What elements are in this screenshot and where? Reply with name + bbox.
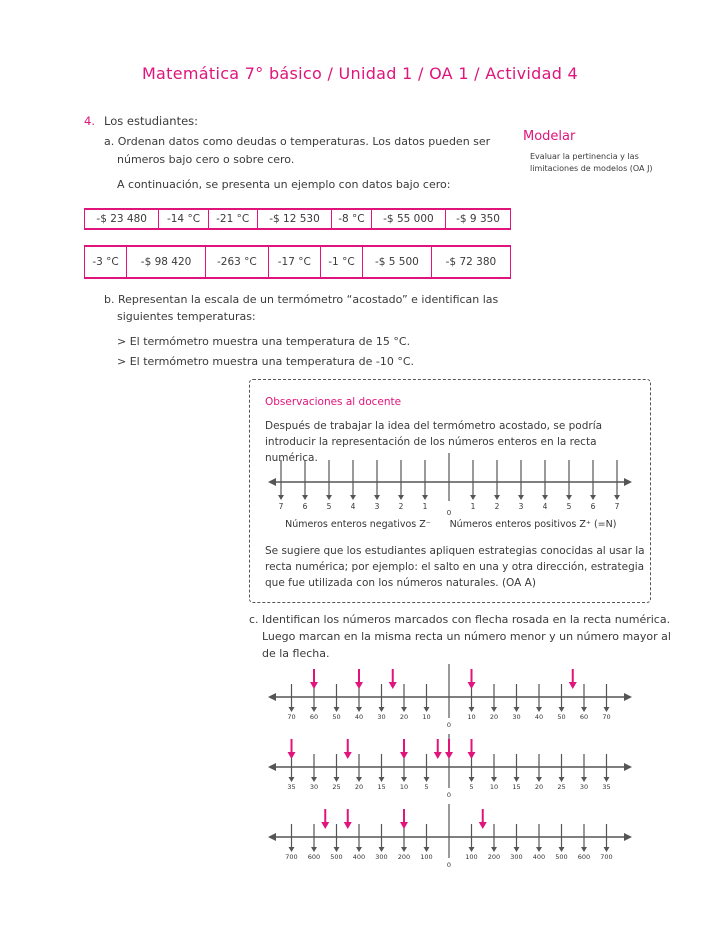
axis-arrow-left [268, 478, 276, 486]
tick-arrowhead [559, 707, 565, 712]
table-cell: -$ 23 480 [85, 209, 159, 229]
table-cell: -1 °C [320, 246, 362, 278]
tick-label-pos: 40 [534, 713, 544, 721]
tick-label-pos: 30 [579, 783, 589, 791]
part-a-line1: a. Ordenan datos como deudas o temperaturas. Los datos pueden ser [104, 135, 491, 148]
tick-arrowhead [469, 847, 475, 852]
part-c-line3: de la flecha. [262, 647, 330, 660]
table-cell: -$ 55 000 [371, 209, 445, 229]
tick-arrowhead [398, 495, 404, 500]
tick-label-pos: 6 [590, 502, 596, 511]
tick-arrowhead [289, 847, 295, 852]
exercise-number-lines [258, 660, 643, 870]
pink-arrow-head [344, 822, 352, 829]
tick-arrowhead [514, 707, 520, 712]
tick-label-neg: 1 [422, 502, 428, 511]
data-table-row1 [84, 208, 511, 230]
tick-arrowhead [422, 495, 428, 500]
tick-arrowhead [401, 777, 407, 782]
tick-label-neg: 20 [354, 783, 364, 791]
zero-label: 0 [446, 721, 452, 729]
tick-label-neg: 200 [397, 853, 411, 861]
tick-arrowhead [581, 707, 587, 712]
axis-arrow-right [624, 478, 632, 486]
tick-label-neg: 6 [302, 502, 308, 511]
axis-arrow-left [268, 693, 276, 701]
tick-arrowhead [518, 495, 524, 500]
pink-arrow-head [321, 822, 329, 829]
part-b-line2: siguientes temperaturas: [117, 310, 256, 323]
tick-label-neg: 50 [332, 713, 341, 721]
tick-label-neg: 400 [352, 853, 366, 861]
table-cell: -263 °C [206, 246, 269, 278]
axis-arrow-left [268, 763, 276, 771]
tick-label-pos: 300 [510, 853, 523, 861]
side-title: Modelar [523, 129, 576, 144]
pink-arrow-head [288, 752, 296, 759]
tick-arrowhead [311, 777, 317, 782]
part-b-bullet1: > El termómetro muestra una temperatura de 15 °C. [117, 335, 411, 348]
tick-arrowhead [542, 495, 548, 500]
pink-arrow-head [479, 822, 487, 829]
tick-arrowhead [604, 707, 610, 712]
item-intro: Los estudiantes: [104, 114, 199, 128]
tick-label-neg: 7 [278, 502, 284, 511]
tick-arrowhead [469, 777, 475, 782]
tick-arrowhead [379, 777, 385, 782]
tick-label-pos: 15 [512, 783, 521, 791]
tick-arrowhead [379, 847, 385, 852]
tick-label-pos: 30 [512, 713, 521, 721]
tick-label-pos: 50 [557, 713, 566, 721]
tick-arrowhead [289, 707, 295, 712]
axis-arrow-right [624, 693, 632, 701]
tick-arrowhead [469, 707, 475, 712]
tick-label-pos: 10 [489, 783, 499, 791]
tick-label-neg: 300 [375, 853, 388, 861]
tick-arrowhead [401, 707, 407, 712]
part-c-line2: Luego marcan en la misma recta un número menor y un número mayor al [262, 630, 671, 643]
tick-label-neg: 5 [424, 783, 429, 791]
axis-arrow-left [268, 833, 276, 841]
pink-arrow-head [355, 682, 363, 689]
page-title: Matemática 7° básico / Unidad 1 / OA 1 / Actividad 4 [141, 64, 579, 83]
tick-arrowhead [311, 847, 317, 852]
tick-label-pos: 100 [465, 853, 478, 861]
tick-arrowhead [311, 707, 317, 712]
pink-arrow-head [400, 752, 408, 759]
tick-arrowhead [470, 495, 476, 500]
tick-label-pos: 60 [579, 713, 589, 721]
tick-arrowhead [590, 495, 596, 500]
zero-label: 0 [446, 861, 452, 869]
tick-label-pos: 20 [489, 713, 499, 721]
tick-label-pos: 500 [555, 853, 568, 861]
tick-arrowhead [326, 495, 332, 500]
pink-arrow-head [400, 822, 408, 829]
tick-label-neg: 30 [309, 783, 319, 791]
tick-label-neg: 3 [374, 502, 380, 511]
part-c-line1: c. Identifican los números marcados con flecha rosada en la recta numérica. [249, 613, 671, 626]
tick-label-pos: 5 [566, 502, 572, 511]
pink-arrow-head [468, 752, 476, 759]
tick-label-pos: 1 [470, 502, 476, 511]
tick-arrowhead [494, 495, 500, 500]
tick-arrowhead [491, 777, 497, 782]
table-cell: -$ 5 500 [362, 246, 431, 278]
tick-label-neg: 100 [420, 853, 433, 861]
tick-arrowhead [379, 707, 385, 712]
axis-arrow-right [624, 833, 632, 841]
pink-arrow-head [468, 682, 476, 689]
teacher-notes-p1: Después de trabajar la idea del termómetro acostado, se podría introducir la representación de los números enteros en la recta numérica. [265, 420, 603, 464]
pink-arrow-head [389, 682, 397, 689]
tick-arrowhead [581, 847, 587, 852]
table-cell: -$ 9 350 [446, 209, 511, 229]
tick-label-pos: 600 [577, 853, 591, 861]
tick-arrowhead [614, 495, 620, 500]
part-a-line2: números bajo cero o sobre cero. [117, 153, 295, 166]
tick-label-pos: 400 [532, 853, 546, 861]
table-cell: -17 °C [268, 246, 320, 278]
tick-label-pos: 35 [602, 783, 611, 791]
tick-arrowhead [581, 777, 587, 782]
tick-label-neg: 600 [307, 853, 321, 861]
tick-arrowhead [424, 847, 430, 852]
tick-label-neg: 15 [377, 783, 386, 791]
tick-arrowhead [334, 847, 340, 852]
table-cell: -14 °C [159, 209, 208, 229]
teacher-notes-p2: Se sugiere que los estudiantes apliquen estrategias conocidas al usar la recta numérica; por ejemplo: el salto en una y otra dirección, estrategia que fue utilizada con los números naturales. (OA A) [265, 545, 645, 589]
tick-label-neg: 20 [399, 713, 409, 721]
tick-arrowhead [302, 495, 308, 500]
tick-arrowhead [491, 847, 497, 852]
side-text: Evaluar la pertinencia y las limitaciones de modelos (OA J) [530, 152, 653, 173]
tick-label-pos: 20 [534, 783, 544, 791]
tick-label-neg: 700 [285, 853, 298, 861]
neg-caption: Números enteros negativos Z⁻ [285, 519, 431, 530]
tick-arrowhead [514, 777, 520, 782]
tick-arrowhead [401, 847, 407, 852]
part-b-line1: b. Representan la escala de un termómetro “acostado” e identifican las [104, 293, 499, 306]
tick-arrowhead [566, 495, 572, 500]
tick-label-pos: 2 [494, 502, 500, 511]
pink-arrow-head [434, 752, 442, 759]
tick-label-neg: 500 [330, 853, 343, 861]
tick-arrowhead [536, 777, 542, 782]
tick-arrowhead [536, 847, 542, 852]
teacher-notes-title: Observaciones al docente [265, 396, 402, 408]
tick-label-neg: 10 [399, 783, 409, 791]
tick-label-pos: 200 [487, 853, 501, 861]
tick-arrowhead [356, 847, 362, 852]
pink-arrow-head [310, 682, 318, 689]
item-number: 4. [84, 114, 95, 128]
tick-arrowhead [491, 707, 497, 712]
tick-arrowhead [278, 495, 284, 500]
data-table-row2 [84, 245, 511, 279]
tick-label-neg: 40 [354, 713, 364, 721]
part-a-line3: A continuación, se presenta un ejemplo con datos bajo cero: [117, 178, 451, 191]
table-cell: -$ 12 530 [257, 209, 331, 229]
tick-label-pos: 5 [469, 783, 474, 791]
tick-label-pos: 700 [600, 853, 613, 861]
axis-arrow-right [624, 763, 632, 771]
tick-arrowhead [559, 847, 565, 852]
tick-arrowhead [424, 777, 430, 782]
table-cell: -8 °C [332, 209, 372, 229]
pos-caption: Números enteros positivos Z⁺ (=N) [449, 519, 617, 530]
tick-arrowhead [356, 707, 362, 712]
tick-label-pos: 25 [557, 783, 566, 791]
tick-arrowhead [604, 777, 610, 782]
tick-label-neg: 60 [309, 713, 319, 721]
tick-label-neg: 5 [326, 502, 332, 511]
tick-label-neg: 25 [332, 783, 341, 791]
tick-arrowhead [424, 707, 430, 712]
tick-label-neg: 30 [377, 713, 386, 721]
pink-arrow-head [569, 682, 577, 689]
tick-label-neg: 10 [422, 713, 431, 721]
pink-arrow-head [445, 752, 453, 759]
tick-arrowhead [559, 777, 565, 782]
tick-arrowhead [604, 847, 610, 852]
tick-label-pos: 10 [467, 713, 476, 721]
tick-label-neg: 70 [287, 713, 296, 721]
table-cell: -$ 98 420 [127, 246, 206, 278]
obs-number-line [258, 445, 643, 535]
tick-label-pos: 4 [542, 502, 548, 511]
table-cell: -21 °C [208, 209, 257, 229]
tick-arrowhead [334, 777, 340, 782]
table-cell: -3 °C [85, 246, 127, 278]
tick-arrowhead [350, 495, 356, 500]
zero-label: 0 [446, 509, 452, 517]
tick-label-neg: 35 [287, 783, 296, 791]
table-cell: -$ 72 380 [431, 246, 510, 278]
tick-arrowhead [514, 847, 520, 852]
tick-label-neg: 2 [398, 502, 404, 511]
pink-arrow-head [344, 752, 352, 759]
part-b-bullet2: > El termómetro muestra una temperatura de -10 °C. [117, 355, 415, 368]
tick-label-neg: 4 [350, 502, 356, 511]
tick-label-pos: 3 [518, 502, 524, 511]
tick-label-pos: 7 [614, 502, 620, 511]
tick-arrowhead [536, 707, 542, 712]
tick-label-pos: 70 [602, 713, 611, 721]
zero-label: 0 [446, 791, 452, 799]
tick-arrowhead [374, 495, 380, 500]
tick-arrowhead [356, 777, 362, 782]
tick-arrowhead [334, 707, 340, 712]
tick-arrowhead [289, 777, 295, 782]
